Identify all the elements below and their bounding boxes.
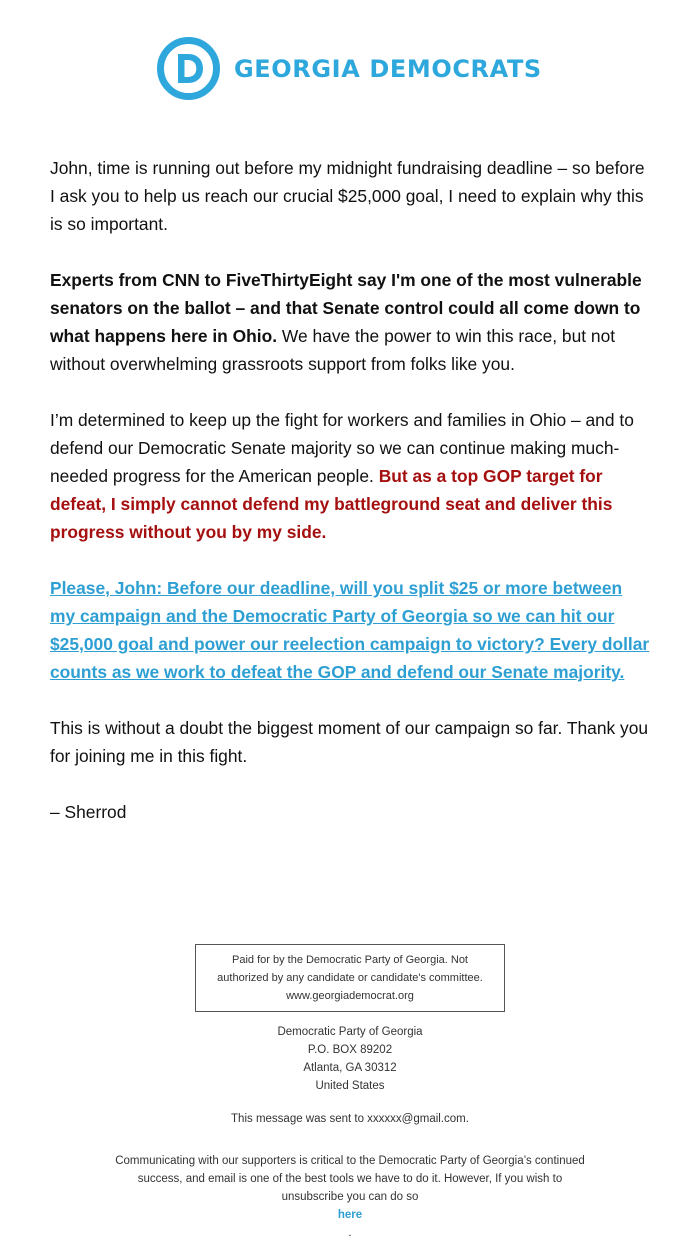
email-body (50, 154, 650, 854)
brand-name: GEORGIA DEMOCRATS (234, 54, 542, 83)
disclaimer-line: authorized by any candidate or candidate's committee. (217, 972, 483, 984)
paragraph-cta (50, 574, 650, 686)
paragraph-closing: This is without a doubt the biggest moment of our campaign so far. Thank you for joining me in this fight. (50, 718, 649, 766)
democrat-d-logo-icon (156, 36, 221, 101)
note-line-text: unsubscribe you can do so (281, 1191, 419, 1203)
disclaimer-line: Paid for by the Democratic Party of Georgia. Not (232, 954, 468, 966)
unsubscribe-note (0, 1152, 700, 1242)
unsubscribe-link[interactable]: here (337, 1209, 363, 1221)
paid-for-disclaimer (195, 944, 505, 1012)
note-line: Communicating with our supporters is critical to the Democratic Party of Georgia’s continued (115, 1155, 585, 1167)
disclaimer-line: www.georgiademocrat.org (286, 990, 414, 1002)
experts-bold-text: Experts from CNN to FiveThirtyEight say I'm one of the most vulnerable senators on the ballot – and that Senate control could all come down to what happens here in Ohio. (50, 270, 642, 346)
determined-text: I’m determined to keep up the fight for workers and families in Ohio – and to defend our Democratic Senate majority so we can continue making much-needed progress for the American people. (50, 410, 634, 486)
donate-cta-link[interactable]: Please, John: Before our deadline, will you split $25 or more between my campaign and the Democratic Party of Georgia so we can hit our $25,000 goal and power our reelection campaign to victory? Every dollar counts as we work to defeat the GOP and defend our Senate majority. (50, 578, 650, 682)
signoff: – Sherrod (50, 802, 127, 822)
note-line-unsubscribe (0, 1188, 700, 1242)
sent-to-notice: This message was sent to xxxxxx@gmail.com. (231, 1113, 469, 1125)
address-line: Atlanta, GA 30312 (303, 1062, 397, 1074)
paragraph-intro: John, time is running out before my midnight fundraising deadline – so before I ask you to help us reach our crucial $25,000 goal, I need to explain why this is so important. (50, 158, 645, 234)
paragraph-determined (50, 406, 650, 546)
georgia-democrats-logo[interactable] (156, 36, 542, 101)
address-line: P.O. BOX 89202 (307, 1044, 393, 1056)
address-line: United States (315, 1080, 385, 1092)
email-header (0, 0, 700, 140)
paragraph-experts (50, 266, 650, 378)
address-line: Democratic Party of Georgia (277, 1026, 423, 1038)
gop-target-red-text: But as a top GOP target for defeat, I simply cannot defend my battleground seat and deliver this progress without you by my side. (50, 466, 613, 542)
note-period: . (348, 1227, 352, 1239)
experts-rest-text: We have the power to win this race, but not without overwhelming grassroots support from folks like you. (50, 326, 616, 374)
note-line: success, and email is one of the best tools we have to do it. However, If you wish to (137, 1173, 563, 1185)
mailing-address (0, 1023, 700, 1095)
